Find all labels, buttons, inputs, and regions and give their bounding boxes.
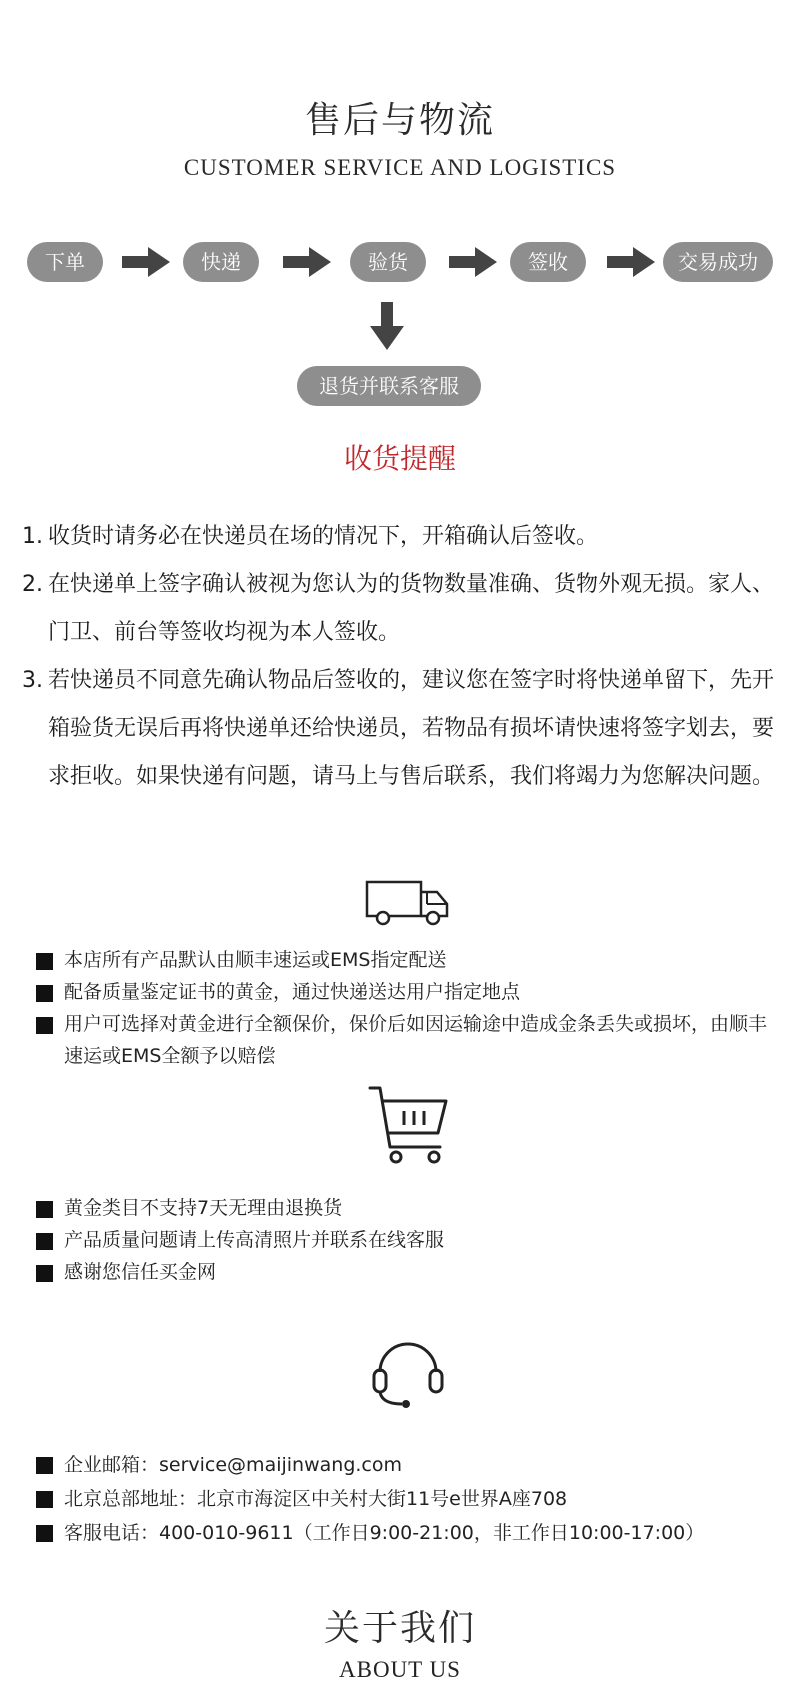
arrow-right-icon [607,247,655,277]
list-item: 用户可选择对黄金进行全额保价，保价后如因运输途中造成金条丢失或损坏，由顺丰速运或EMS全额予以赔偿 [36,1008,784,1072]
contact-email: 企业邮箱：service@maijinwang.com [36,1448,776,1482]
list-item: 黄金类目不支持7天无理由退换货 [36,1192,776,1224]
flow-step-complete: 交易成功 [663,242,773,282]
list-item: 感谢您信任买金网 [36,1256,776,1288]
reminder-list [22,513,782,801]
truck-icon [365,878,451,926]
section-title: 售后与物流 [304,100,495,141]
flow-step-order: 下单 [27,242,103,282]
section-subtitle: CUSTOMER SERVICE AND LOGISTICS [183,155,617,180]
contact-address: 北京总部地址：北京市海淀区中关村大街11号e世界A座708 [36,1482,776,1516]
arrow-right-icon [283,247,331,277]
list-item: 配备质量鉴定证书的黄金，通过快递送达用户指定地点 [36,976,776,1008]
headset-icon [370,1330,446,1410]
shipping-list [36,944,776,1072]
about-title: 关于我们 [323,1608,476,1649]
reminder-item: 2. 在快递单上签字确认被视为您认为的货物数量准确、货物外观无损。家人、门卫、前台等签收均视为本人签收。 [22,572,775,645]
reminder-item: 1. 收货时请务必在快递员在场的情况下，开箱确认后签收。 [22,524,599,549]
returns-list [36,1192,776,1288]
cart-icon [368,1085,450,1165]
flow-step-sign: 签收 [510,242,586,282]
flow-step-express: 快递 [183,242,259,282]
arrow-right-icon [122,247,170,277]
list-item: 产品质量问题请上传高清照片并联系在线客服 [36,1224,776,1256]
about-subtitle: ABOUT US [339,1657,461,1682]
list-item: 本店所有产品默认由顺丰速运或EMS指定配送 [36,944,776,976]
flow-step-return: 退货并联系客服 [297,366,481,406]
reminder-item: 3. 若快递员不同意先确认物品后签收的，建议您在签字时将快递单留下，先开箱验货无误后再将快递单还给快递员，若物品有损坏请快速将签字划去，要求拒收。如果快递有问题，请马上与售后联系，我们将竭力为您解决问题。 [22,668,775,789]
flow-step-inspect: 验货 [350,242,426,282]
reminder-title: 收货提醒 [343,442,456,475]
arrow-right-icon [449,247,497,277]
contact-phone: 客服电话：400-010-9611（工作日9:00-21:00，非工作日10:00-17:00） [36,1516,776,1550]
arrow-down-icon [370,302,404,350]
contact-list [36,1448,776,1550]
